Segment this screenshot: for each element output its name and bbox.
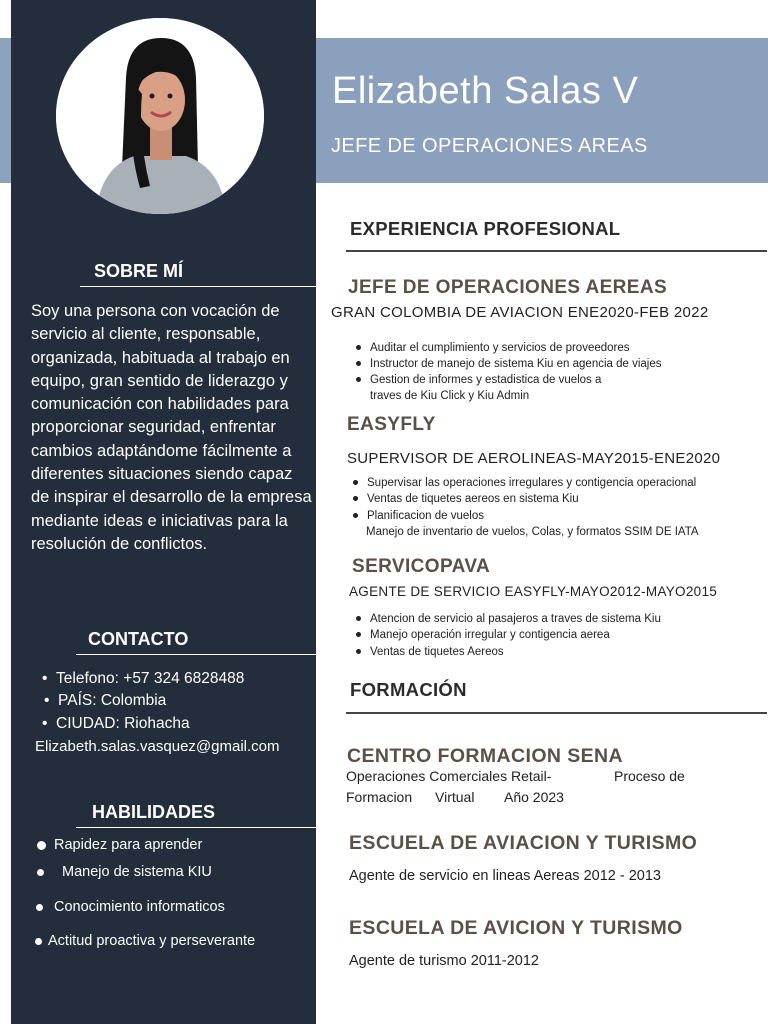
contact-city-text: CIUDAD: Riohacha [56, 715, 190, 732]
bullet-dot-icon [356, 616, 361, 621]
bullet-dot-icon [36, 904, 43, 911]
contact-heading: CONTACTO [88, 629, 189, 649]
bullet-dot-icon [353, 496, 358, 501]
bullet-dot-icon [356, 649, 361, 654]
bullet-dot-icon [37, 841, 46, 850]
education-institution: ESCUELA DE AVIACION Y TURISMO [349, 832, 698, 854]
job-bullet-text: Auditar el cumplimiento y servicios de proveedores [370, 342, 630, 354]
education-detail: Proceso de [614, 768, 685, 784]
job-bullet-text: Instructor de manejo de sistema Kiu en agencia de viajes [370, 358, 662, 370]
job-bullet-text: Supervisar las operaciones irregulares y contigencia operacional [367, 477, 697, 489]
job-bullet-continuation: Manejo de inventario de vuelos, Colas, y formatos SSIM DE IATA [366, 526, 699, 538]
contact-country-text: PAÍS: Colombia [58, 692, 167, 709]
experience-heading-rule [346, 250, 767, 252]
skill-item [36, 899, 225, 915]
skill-text: Conocimiento informaticos [54, 899, 225, 915]
job-subtitle: SUPERVISOR DE AEROLINEAS-MAY2015-ENE2020 [347, 450, 721, 467]
bullet-dot-icon [353, 513, 358, 518]
skill-item [37, 837, 202, 853]
contact-country: • PAÍS: Colombia [44, 692, 167, 709]
job-subtitle: GRAN COLOMBIA DE AVIACION ENE2020-FEB 2022 [331, 304, 709, 321]
contact-heading-rule [76, 654, 316, 655]
job-bullet [356, 374, 601, 386]
job-bullet [353, 510, 484, 522]
job-bullet [353, 477, 696, 489]
education-detail: Operaciones Comerciales Retail- [346, 768, 552, 784]
job-bullet-text: Ventas de tiquetes Aereos [370, 646, 504, 658]
profile-photo [56, 18, 264, 214]
skill-text: Actitud proactiva y perseverante [48, 933, 256, 949]
candidate-job-title: JEFE DE OPERACIONES AREAS [331, 135, 648, 157]
job-bullet-text: Manejo operación irregular y contigencia aerea [370, 629, 610, 641]
bullet-dot-icon [356, 377, 361, 382]
contact-email[interactable]: Elizabeth.salas.vasquez@gmail.com [35, 738, 280, 755]
skill-text: Rapidez para aprender [54, 837, 203, 853]
job-bullet [356, 629, 610, 641]
job-subtitle: AGENTE DE SERVICIO EASYFLY-MAYO2012-MAYO2015 [349, 584, 718, 599]
job-bullet-text: Atencion de servicio al pasajeros a traves de sistema Kiu [370, 613, 661, 625]
about-heading-rule [80, 286, 316, 287]
job-title: EASYFLY [347, 414, 436, 435]
profile-photo-illustration [56, 18, 264, 214]
bullet-dot-icon [356, 632, 361, 637]
education-detail: Formacion [346, 789, 413, 805]
candidate-name: Elizabeth Salas V [332, 70, 639, 112]
job-title: JEFE DE OPERACIONES AEREAS [348, 277, 668, 298]
bullet-dot-icon [35, 938, 42, 945]
about-heading: SOBRE MÍ [94, 261, 184, 281]
job-bullet [356, 358, 662, 370]
education-detail: Año 2023 [504, 789, 564, 805]
job-bullet-text: Ventas de tiquetes aereos en sistema Kiu [367, 493, 579, 505]
skills-heading: HABILIDADES [92, 802, 216, 822]
skill-item [35, 933, 255, 949]
job-bullet-text: Planificacion de vuelos [367, 510, 484, 522]
education-heading: FORMACIÓN [350, 679, 467, 700]
education-heading-rule [346, 712, 767, 714]
job-bullet-continuation: traves de Kiu Click y Kiu Admin [370, 390, 530, 402]
experience-heading: EXPERIENCIA PROFESIONAL [350, 218, 621, 239]
education-institution: CENTRO FORMACION SENA [347, 745, 623, 767]
contact-phone-text: Telefono: +57 324 6828488 [56, 670, 245, 687]
job-bullet [356, 342, 630, 354]
skills-heading-rule [76, 827, 316, 828]
job-title: SERVICOPAVA [352, 556, 491, 577]
education-detail: Agente de servicio en lineas Aereas 2012 - 2013 [349, 868, 661, 884]
contact-city: • CIUDAD: Riohacha [42, 715, 190, 732]
skill-text: Manejo de sistema KIU [62, 864, 212, 880]
bullet-dot-icon [37, 869, 44, 876]
job-bullet [356, 646, 504, 658]
contact-phone: • Telefono: +57 324 6828488 [42, 670, 245, 687]
bullet-dot-icon [356, 345, 361, 350]
education-detail: Virtual [435, 789, 475, 805]
education-detail: Agente de turismo 2011-2012 [349, 953, 539, 969]
job-bullet [356, 613, 661, 625]
about-text: Soy una persona con vocación de servicio al cliente, responsable, organizada, habituada al trabajo en equipo, gran sentido de liderazgo y comunicación con habilidades para proporcionar seguridad, enfrentar cambios adaptándome fácilmente a diferentes situaciones siendo capaz de inspirar el desarrollo de la empresa mediante ideas e iniciativas para la resolución de conflictos. [31, 302, 312, 553]
job-bullet [353, 493, 579, 505]
bullet-dot-icon [356, 361, 361, 366]
education-institution: ESCUELA DE AVICION Y TURISMO [349, 917, 683, 939]
accent-strip [0, 38, 11, 183]
bullet-dot-icon [353, 480, 358, 485]
job-bullet-text: Gestion de informes y estadistica de vuelos a [370, 374, 602, 386]
skill-item [37, 864, 212, 880]
